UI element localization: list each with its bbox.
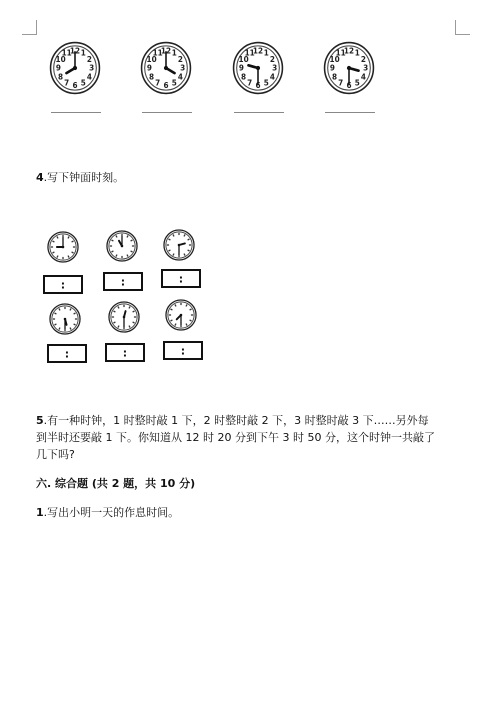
clock-numeral: 10 [329, 54, 340, 65]
clock-numeral: 9 [238, 63, 244, 73]
clock-numeral: 11 [335, 48, 346, 58]
page-corner-mark-left [22, 20, 37, 35]
clock-numeral: 9 [55, 63, 61, 73]
clock-face [163, 229, 195, 261]
time-answer-box[interactable] [161, 269, 201, 288]
clock-numeral: 4 [360, 72, 366, 82]
clock-numeral: 2 [269, 54, 275, 65]
clock-numeral: 7 [155, 78, 161, 88]
question-number: 4 [36, 171, 44, 184]
question-number: 5 [36, 414, 44, 427]
clock-numeral: 6 [346, 80, 352, 91]
clock-numeral: 5 [263, 78, 269, 88]
clock-numeral: 4 [86, 72, 92, 82]
clock-numeral: 7 [338, 78, 344, 88]
clock-center [256, 66, 260, 70]
clock-numeral: 8 [241, 72, 247, 82]
answer-line[interactable] [51, 112, 101, 113]
clock-numeral: 1 [263, 48, 269, 58]
clock-numeral: 2 [177, 54, 183, 65]
time-answer-box[interactable] [47, 344, 87, 363]
clock-face [106, 230, 138, 262]
clock-numeral: 5 [80, 78, 86, 88]
page-corner-mark-right [455, 20, 470, 35]
clock-numeral: 12 [69, 46, 81, 56]
clock-numeral: 3 [272, 63, 278, 73]
clock-face [108, 301, 140, 333]
clock-face [232, 41, 284, 95]
question-text: 写下钟面时刻。 [47, 171, 125, 184]
clock-center [164, 66, 168, 70]
clock-face [323, 41, 375, 95]
time-colon: : [180, 344, 186, 357]
clock-numeral: 6 [255, 80, 261, 91]
clock-center [64, 318, 67, 321]
clock-numeral: 3 [180, 63, 186, 73]
clock-numeral: 11 [61, 48, 72, 58]
clock-numeral: 10 [55, 54, 66, 65]
clock-numeral: 3 [89, 63, 95, 73]
question-number-dot: . [43, 414, 48, 427]
clock-center [123, 316, 126, 319]
clock-numeral: 12 [160, 46, 172, 56]
clock-face [140, 41, 192, 95]
clock-face [165, 299, 197, 331]
clock-numeral: 1 [171, 48, 177, 58]
question-number: 1 [36, 506, 44, 519]
section-heading: 六. 综合题 (共 2 题，共 10 分) [36, 477, 196, 490]
clock-numeral: 7 [247, 78, 253, 88]
clock-numeral: 12 [343, 46, 355, 56]
time-colon: : [178, 272, 184, 285]
time-colon: : [64, 347, 70, 360]
question-6-1 [36, 504, 179, 521]
clock-numeral: 8 [149, 72, 155, 82]
clock-numeral: 1 [80, 48, 86, 58]
clock-face [49, 303, 81, 335]
clock-numeral: 10 [146, 54, 157, 65]
time-answer-box[interactable] [43, 275, 83, 294]
clock-numeral: 10 [238, 54, 249, 65]
clock-numeral: 7 [64, 78, 70, 88]
time-colon: : [60, 278, 66, 291]
clock-numeral: 3 [363, 63, 369, 73]
question-number-dot: . [43, 171, 48, 184]
clock-numeral: 2 [360, 54, 366, 65]
clock-numeral: 9 [146, 63, 152, 73]
answer-line[interactable] [142, 112, 192, 113]
clock-numeral: 11 [244, 48, 255, 58]
time-answer-box[interactable] [163, 341, 203, 360]
question-4 [36, 169, 124, 186]
clock-numeral: 4 [269, 72, 275, 82]
clock-center [62, 246, 65, 249]
clock-numeral: 5 [171, 78, 177, 88]
time-answer-box[interactable] [103, 272, 143, 291]
question-number-dot: . [43, 506, 48, 519]
clock-face [49, 41, 101, 95]
question-text-line-1: 有一种时钟，1 时整时敲 1 下，2 时整时敲 2 下，3 时整时敲 3 下……另外每 [47, 414, 429, 427]
clock-numeral: 9 [329, 63, 335, 73]
clock-numeral: 6 [72, 80, 78, 91]
clock-center [73, 66, 77, 70]
clock-face [47, 231, 79, 263]
clock-center [347, 66, 351, 70]
question-5 [36, 412, 456, 463]
time-colon: : [120, 275, 126, 288]
clock-numeral: 4 [177, 72, 183, 82]
clock-numeral: 5 [354, 78, 360, 88]
clock-numeral: 8 [332, 72, 338, 82]
time-colon: : [122, 346, 128, 359]
clock-numeral: 11 [152, 48, 163, 58]
clock-numeral: 2 [86, 54, 92, 65]
clock-center [178, 244, 181, 247]
clock-center [121, 245, 124, 248]
answer-line[interactable] [234, 112, 284, 113]
clock-numeral: 1 [354, 48, 360, 58]
clock-center [180, 314, 183, 317]
question-text-line-3: 几下吗? [36, 448, 75, 461]
question-text-line-2: 到半时还要敲 1 下。你知道从 12 时 20 分到下午 3 时 50 分，这个时钟一共敲了 [36, 431, 435, 444]
clock-numeral: 12 [252, 46, 264, 56]
question-text: 写出小明一天的作息时间。 [47, 506, 180, 519]
clock-numeral: 6 [163, 80, 169, 91]
time-answer-box[interactable] [105, 343, 145, 362]
answer-line[interactable] [325, 112, 375, 113]
clock-numeral: 8 [58, 72, 64, 82]
